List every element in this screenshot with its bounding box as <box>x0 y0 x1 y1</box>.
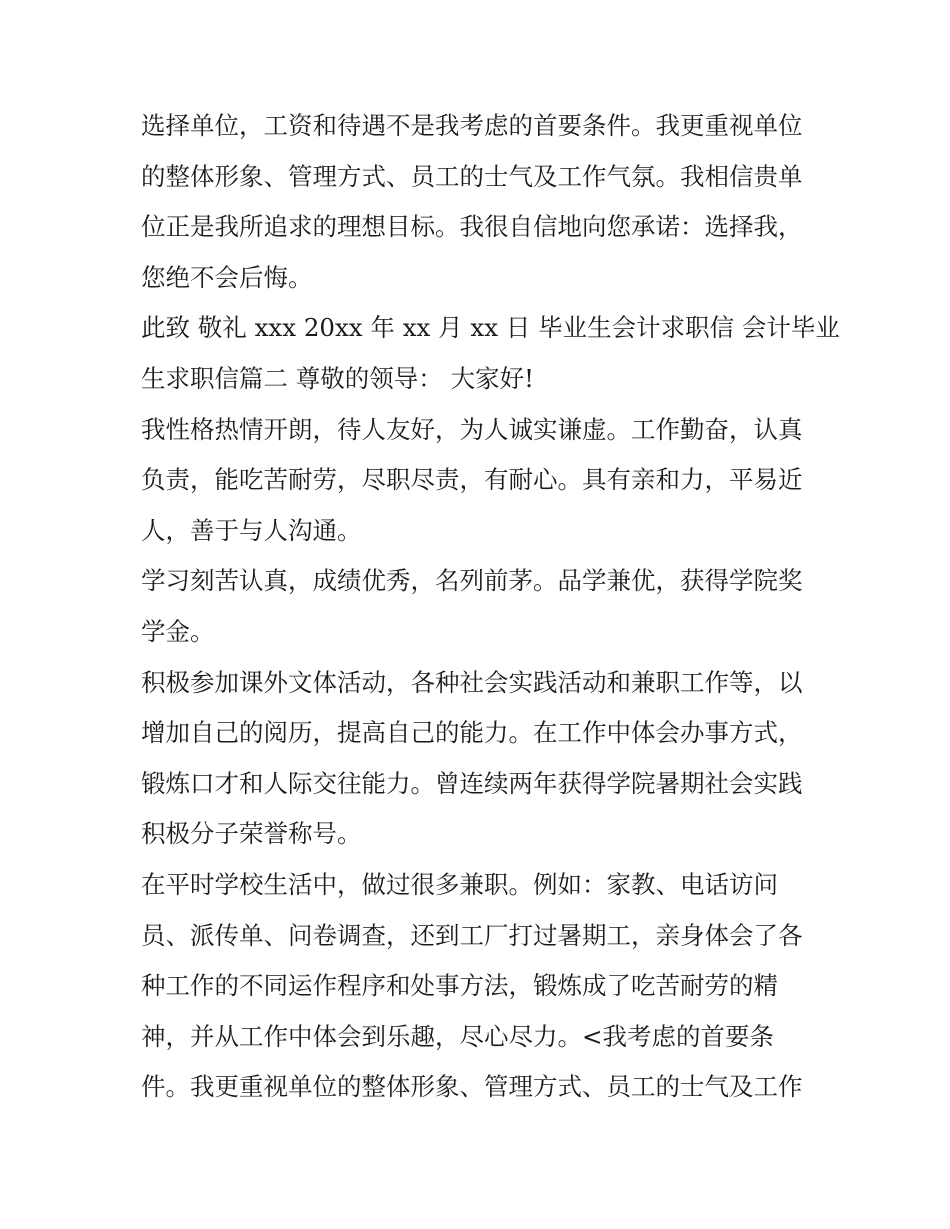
paragraph-selection-criteria <box>141 101 813 303</box>
text-line: 增加自己的阅历，提高自己的能力。在工作中体会办事方式， <box>141 718 803 748</box>
text-line: 我性格热情开朗，待人友好，为人诚实谦虚。工作勤奋，认真 <box>141 414 803 444</box>
text-line: 的整体形象、管理方式、员工的士气及工作气氛。我相信贵单 <box>141 161 803 191</box>
paragraph-part-time-work <box>141 860 813 1113</box>
paragraph-activities <box>141 658 813 860</box>
paragraph-study <box>141 556 813 657</box>
text-line: 锻炼口才和人际交往能力。曾连续两年获得学院暑期社会实践 <box>141 768 803 798</box>
text-line: 生求职信篇二 尊敬的领导： 大家好! <box>141 363 534 393</box>
text-line: 积极参加课外文体活动，各种社会实践活动和兼职工作等，以 <box>141 667 803 697</box>
text-line: 学金。 <box>141 616 215 646</box>
text-line: 位正是我所追求的理想目标。我很自信地向您承诺：选择我， <box>141 212 803 242</box>
document-body <box>141 101 840 1113</box>
text-line: 人，善于与人沟通。 <box>141 515 362 545</box>
text-line: 负责，能吃苦耐劳，尽职尽责，有耐心。具有亲和力，平易近 <box>141 465 803 495</box>
text-line: 此致 敬礼 xxx 20xx 年 xx 月 xx 日 毕业生会计求职信 会计毕业 <box>141 313 840 343</box>
paragraph-closing-and-heading <box>141 303 840 404</box>
text-line: 积极分子荣誉称号。 <box>141 819 362 849</box>
text-line: 您绝不会后悔。 <box>141 262 313 292</box>
text-line: 种工作的不同运作程序和处事方法，锻炼成了吃苦耐劳的精 <box>141 971 778 1001</box>
text-line: 选择单位，工资和待遇不是我考虑的首要条件。我更重视单位 <box>141 111 803 140</box>
paragraph-personality <box>141 405 813 557</box>
text-line: 神，并从工作中体会到乐趣，尽心尽力。<我考虑的首要条 <box>141 1021 775 1051</box>
text-line: 在平时学校生活中，做过很多兼职。例如：家教、电话访问 <box>141 869 778 899</box>
text-line: 件。我更重视单位的整体形象、管理方式、员工的士气及工作 <box>141 1072 803 1102</box>
text-line: 学习刻苦认真，成绩优秀，名列前茅。品学兼优，获得学院奖 <box>141 566 803 596</box>
text-line: 员、派传单、问卷调查，还到工厂打过暑期工，亲身体会了各 <box>141 920 803 950</box>
